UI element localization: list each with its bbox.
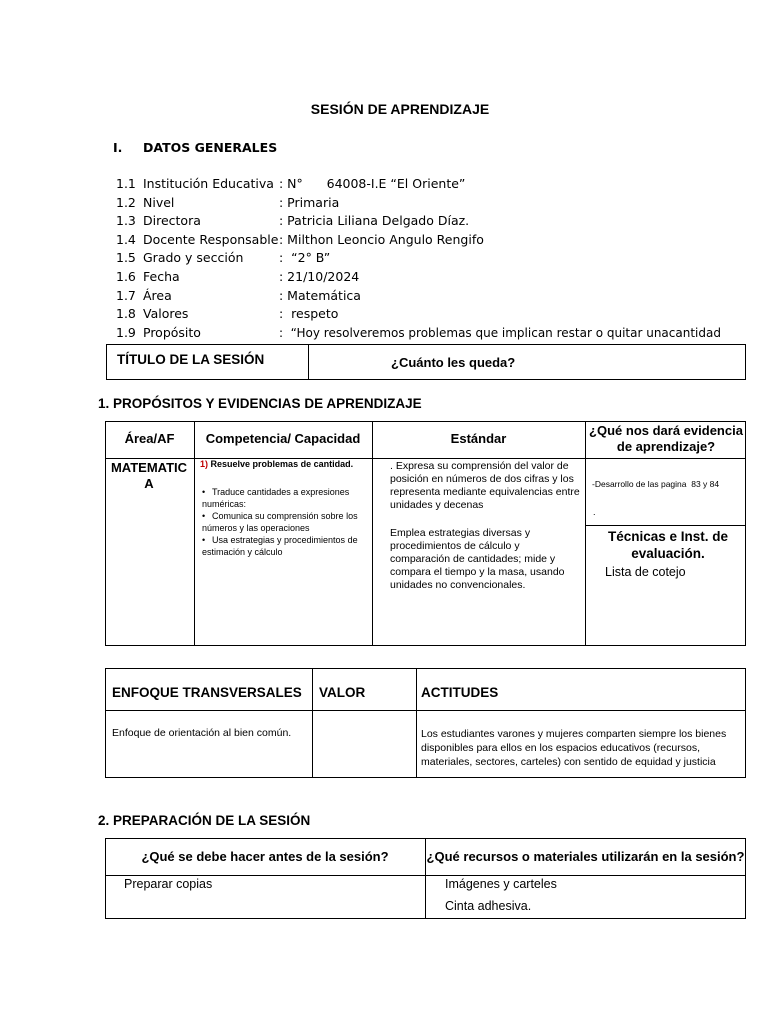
estandar-text-1: . Expresa su comprensión del valor de posición en números de dos cifras y los representa mediante equivalencias entre unidades y decenas: [390, 460, 580, 511]
table-divider: [308, 344, 309, 380]
datos-row: [116, 213, 721, 232]
header-valor: VALOR: [319, 685, 366, 700]
header-recursos: ¿Qué recursos o materiales utilizarán en la sesión?: [426, 849, 745, 864]
datos-row: [116, 195, 721, 214]
tecnicas-value: Lista de cotejo: [605, 565, 686, 579]
datos-row: [116, 176, 721, 195]
enfoque-value: Enfoque de orientación al bien común.: [112, 727, 292, 739]
table-divider: [372, 421, 373, 646]
capacidades-list: [200, 486, 370, 558]
capacidad-item: • Traduce cantidades a expresiones numéricas:: [202, 486, 370, 510]
header-evidencia: ¿Qué nos dará evidencia de aprendizaje?: [589, 423, 743, 454]
datos-label: Institución Educativa: [143, 176, 274, 191]
datos-label: Nivel: [143, 194, 175, 210]
tecnicas-label: Técnicas e Inst. de evaluación.: [607, 529, 729, 561]
datos-num: 1.2: [116, 194, 136, 210]
datos-num: 1.6: [116, 268, 136, 284]
actitudes-value: Los estudiantes varones y mujeres comparten siempre los bienes disponibles para ellos en los espacios educativos (recursos, materiales, sectores, carteles) con sentido de equidad y justicia: [421, 728, 727, 768]
table-divider: [312, 668, 313, 778]
table-divider: [585, 525, 746, 526]
datos-label: Grado y sección: [143, 250, 244, 266]
datos-value: : Matemática: [279, 287, 361, 303]
section-number: I.: [113, 140, 123, 155]
header-competencia: Competencia/ Capacidad: [205, 431, 361, 446]
datos-row: [116, 269, 721, 288]
section-preparacion-heading: 2. PREPARACIÓN DE LA SESIÓN: [98, 813, 311, 828]
capacidad-item: • Comunica su comprensión sobre los números y las operaciones: [202, 510, 370, 534]
datos-generales-list: [116, 176, 721, 343]
header-actitudes: ACTITUDES: [421, 685, 499, 700]
table-divider: [194, 421, 195, 646]
evidencia-dot: .: [593, 507, 596, 517]
competencia-title: Resuelve problemas de cantidad.: [210, 459, 354, 469]
competencia-cell: [200, 459, 370, 558]
header-area: Área/AF: [124, 431, 175, 446]
datos-value: : “2° B”: [279, 250, 331, 266]
datos-num: 1.3: [116, 213, 136, 229]
section-propositos-heading: 1. PROPÓSITOS Y EVIDENCIAS DE APRENDIZAJE: [98, 396, 422, 411]
estandar-text-2: Emplea estrategias diversas y procedimientos de cálculo y comparación de cantidades; mide y compara el tiempo y la masa, usando unidades no convencionales.: [390, 527, 565, 591]
datos-label: Valores: [143, 306, 189, 322]
table-divider: [105, 710, 746, 711]
datos-row: [116, 250, 721, 269]
datos-row: [116, 325, 721, 344]
capacidad-item: • Usa estrategias y procedimientos de estimación y cálculo: [202, 534, 370, 558]
datos-label: Propósito: [143, 324, 201, 340]
datos-row: [116, 306, 721, 325]
area-value: MATEMATICA: [110, 460, 188, 491]
antes-value: Preparar copias: [124, 877, 213, 891]
datos-value: : Milthon Leoncio Angulo Rengifo: [279, 231, 484, 247]
datos-label: Docente Responsable: [143, 231, 279, 247]
titulo-sesion-value: ¿Cuánto les queda?: [391, 355, 516, 370]
evidencia-text: -Desarrollo de las pagina 83 y 84: [592, 479, 720, 489]
datos-value: : respeto: [279, 306, 339, 322]
recurso-item: Cinta adhesiva.: [445, 899, 532, 913]
competencia-number: 1): [200, 459, 209, 469]
datos-label: Área: [143, 287, 172, 303]
titulo-sesion-label: TÍTULO DE LA SESIÓN: [117, 352, 265, 367]
datos-num: 1.4: [116, 231, 136, 247]
document-title: SESIÓN DE APRENDIZAJE: [310, 101, 490, 117]
datos-value: : 21/10/2024: [279, 268, 360, 284]
datos-row: [116, 288, 721, 307]
datos-value: : “Hoy resolveremos problemas que implican restar o quitar unacantidad: [279, 325, 721, 340]
datos-num: 1.5: [116, 250, 136, 266]
datos-value: : N° 64008-I.E “El Oriente”: [279, 176, 466, 191]
header-estandar: Estándar: [450, 431, 507, 446]
datos-row: [116, 232, 721, 251]
datos-num: 1.9: [116, 324, 136, 340]
datos-value: : Patricia Liliana Delgado Díaz.: [279, 213, 470, 229]
datos-num: 1.8: [116, 306, 136, 322]
recurso-item: Imágenes y carteles: [445, 877, 557, 891]
header-antes: ¿Qué se debe hacer antes de la sesión?: [141, 849, 389, 864]
datos-value: : Primaria: [279, 194, 340, 210]
header-enfoque: ENFOQUE TRANSVERSALES: [112, 685, 302, 700]
datos-num: 1.7: [116, 287, 136, 303]
datos-label: Fecha: [143, 268, 180, 284]
datos-label: Directora: [143, 213, 201, 229]
table-divider: [416, 668, 417, 778]
datos-num: 1.1: [116, 176, 136, 191]
section-datos-generales: [113, 140, 277, 155]
section-label: DATOS GENERALES: [143, 140, 278, 155]
table-divider: [585, 421, 586, 646]
